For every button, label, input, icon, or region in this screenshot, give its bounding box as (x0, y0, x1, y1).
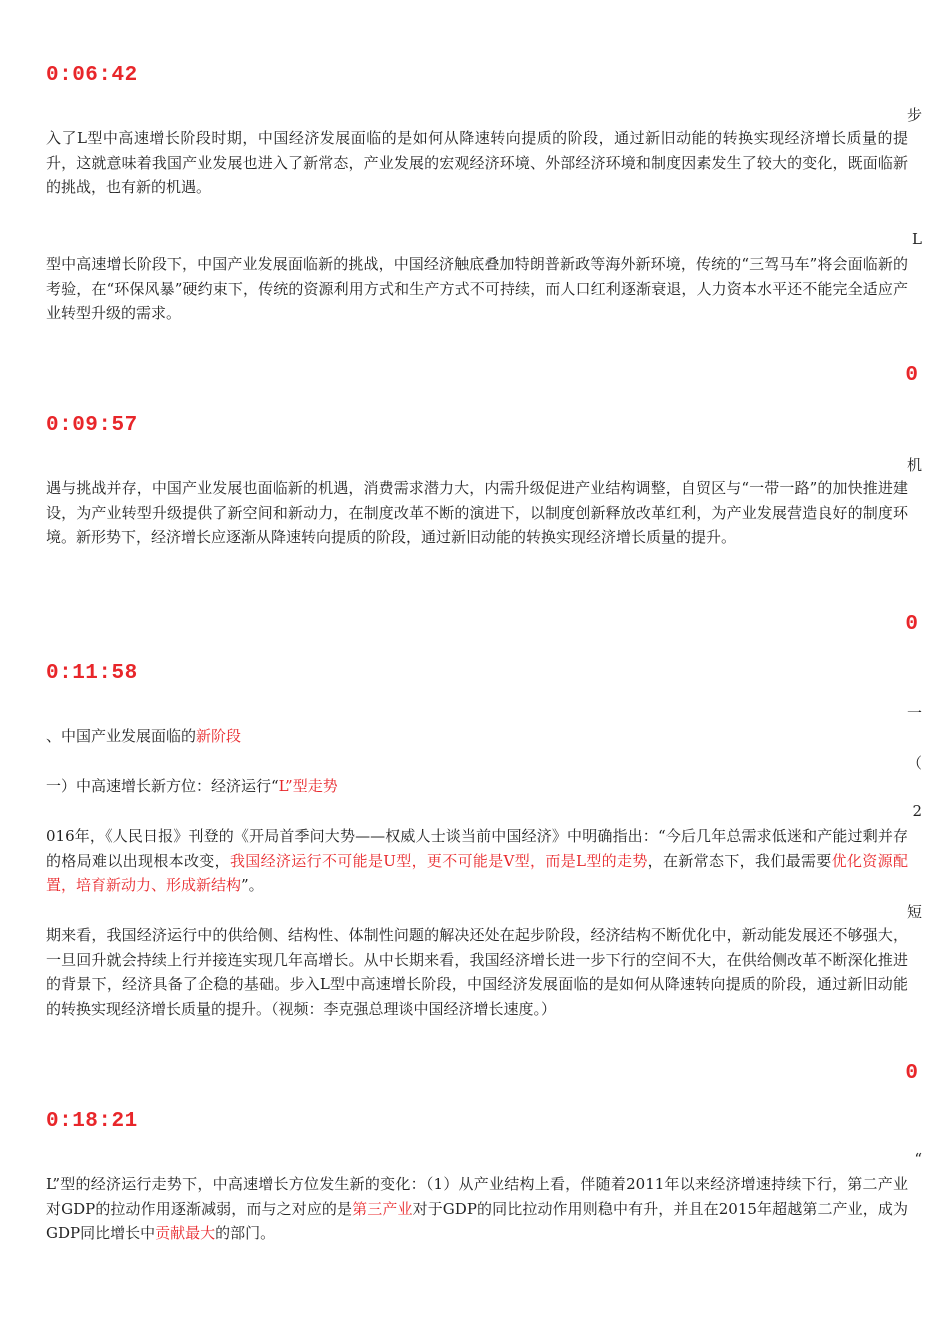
paragraph: 016年，《人民日报》刊登的《开局首季问大势——权威人士谈当前中国经济》中明确指出：“今后几年总需求低迷和产能过剩并存的格局难以出现根本改变，我国经济运行不可能是U型，更不可能是V型，而是L型的走势，在新常态下，我们最需要优化资源配置，培育新动力、形成新结构”。 (46, 827, 908, 894)
section-heading: 、中国产业发展面临的新阶段 (46, 727, 242, 745)
lead-char: 短 (906, 903, 922, 921)
lead-char: L (912, 230, 922, 248)
paragraph: 入了L型中高速增长阶段时期，中国经济发展面临的是如何从降速转向提质的阶段，通过新旧动能的转换实现经济增长质量的提升，这就意味着我国产业发展也进入了新常态，产业发展的宏观经济环境、外部经济环境和制度因素发生了较大的变化，既面临新的挑战，也有新的机遇。 (46, 129, 908, 196)
timestamp: 0:18:21 (46, 1110, 138, 1133)
paragraph: 期来看，我国经济运行中的供给侧、结构性、体制性问题的解决还处在起步阶段，经济结构不断优化中，新动能发展还不够强大，一旦回升就会持续上行并接连实现几年高增长。从中长期来看，我国经济增长进一步下行的空间不大，在供给侧改革不断深化推进的背景下，经济具备了企稳的基础。步入L型中高速增长阶段，中国经济发展面临的是如何从降速转向提质的阶段，通过新旧动能的转换实现经济增长质量的提升。（视频：李克强总理谈中国经济增长速度。） (46, 926, 908, 1018)
trailing-digit: 0 (905, 364, 918, 387)
paragraph: 型中高速增长阶段下，中国产业发展面临新的挑战，中国经济触底叠加特朗普新政等海外新环境，传统的“三驾马车”将会面临新的考验，在“环保风暴”硬约束下，传统的资源利用方式和生产方式不可持续，而人口红利逐渐衰退，人力资本水平还不能完全适应产业转型升级的需求。 (46, 255, 908, 322)
lead-char: （ (906, 754, 922, 772)
subsection-heading: 一）中高速增长新方位：经济运行“L”型走势 (46, 777, 338, 795)
timestamp: 0:09:57 (46, 414, 138, 437)
lead-char: 2 (912, 802, 922, 820)
paragraph: L”型的经济运行走势下，中高速增长方位发生新的变化：（1）从产业结构上看，伴随着2011年以来经济增速持续下行，第二产业对GDP的拉动作用逐渐减弱，而与之对应的是第三产业对于GDP的同比拉动作用则稳中有升，并且在2015年超越第二产业，成为GDP同比增长中贡献最大的部门。 (46, 1175, 908, 1242)
paragraph: 遇与挑战并存，中国产业发展也面临新的机遇，消费需求潜力大，内需升级促进产业结构调整，自贸区与“一带一路”的加快推进建设，为产业转型升级提供了新空间和新动力，在制度改革不断的演进下，以制度创新释放改革红利，为产业发展营造良好的制度环境。新形势下，经济增长应逐渐从降速转向提质的阶段，通过新旧动能的转换实现经济增长质量的提升。 (46, 479, 908, 546)
trailing-digit: 0 (905, 613, 918, 636)
lead-char: 一 (906, 704, 922, 722)
timestamp: 0:06:42 (46, 64, 138, 87)
lead-char: “ (914, 1150, 922, 1168)
lead-char: 步 (906, 106, 922, 124)
timestamp: 0:11:58 (46, 662, 138, 685)
lead-char: 机 (906, 456, 922, 474)
trailing-digit: 0 (905, 1062, 918, 1085)
